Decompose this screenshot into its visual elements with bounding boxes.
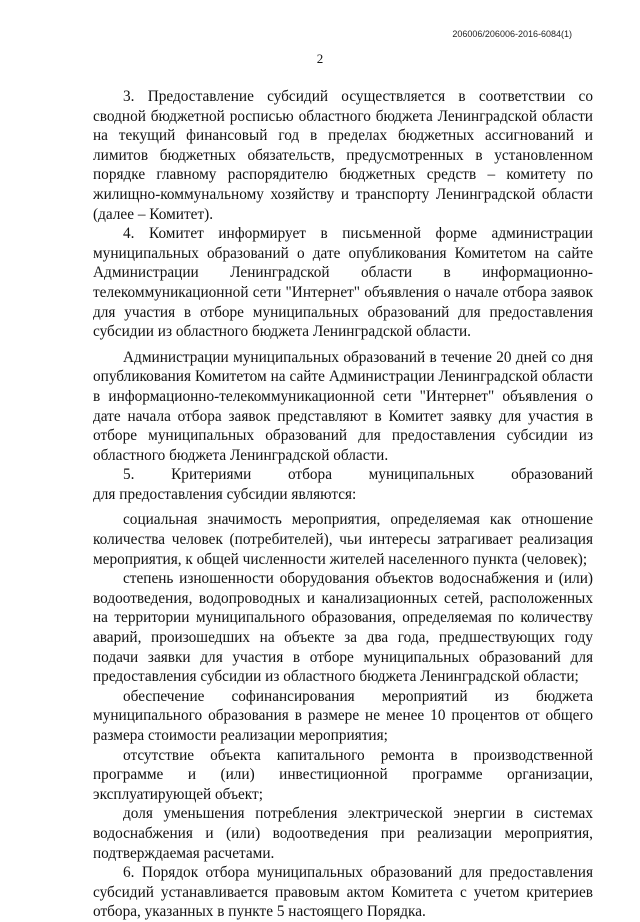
paragraph-4: 4. Комитет информирует в письменной форме администрации муниципальных образований о дате опубликования Комитетом на сайте Администрации Ленинградской области в информационно-телекоммуникационной сети "Интернет" объявления о начале отбора заявок для участия в отборе муниципальных образований для предоставления субсидии из областного бюджета Ленинградской области.	[93, 225, 593, 341]
criterion-cofinancing: обеспечение софинансирования мероприятий из бюджета муниципального образования в размере не менее 10 процентов от общего размера стоимости реализации мероприятия;	[93, 687, 593, 744]
paragraph-5-heading	[93, 465, 593, 485]
p5-word-2: Критериями	[171, 466, 252, 484]
document-id: 206006/206006-2016-6084(1)	[452, 29, 572, 39]
criterion-equipment-wear: степень изношенности оборудования объектов водоснабжения и (или) водоотведения, водопроводных и канализационных сетей, расположенных на территории муниципального образования, определяемая по количеству аварий, произошедших на объекте за два года, предшествующих году подачи заявки для участия в отборе муниципальных образований для предоставления субсидии из областного бюджета Ленинградской области;	[93, 570, 593, 686]
p5-word-1: 5.	[123, 466, 135, 484]
criterion-social-significance: социальная значимость мероприятия, определяемая как отношение количества человек (потребителей), чьи интересы затрагивает реализация мероприятия, к общей численности жителей населенного пункта (человек);	[93, 511, 593, 568]
p5-word-5: образований	[511, 466, 593, 484]
criterion-energy-reduction: доля уменьшения потребления электрической энергии в системах водоснабжения и (или) водоотведения при реализации мероприятия, подтверждаемая расчетами.	[93, 805, 593, 862]
paragraph-5-continued: для предоставления субсидии являются:	[93, 485, 357, 503]
paragraph-3: 3. Предоставление субсидий осуществляется в соответствии со сводной бюджетной росписью областного бюджета Ленинградской области на текущий финансовый год в пределах бюджетных ассигнований и лимитов бюджетных обязательств, предусмотренных в установленном порядке главному распорядителю бюджетных средств – комитету по жилищно-коммунальному хозяйству и транспорту Ленинградской области (далее – Комитет).	[93, 88, 593, 223]
criterion-no-repair-program: отсутствие объекта капитального ремонта в производственной программе и (или) инвестиционной программе организации, эксплуатирующей объект;	[93, 746, 593, 803]
paragraph-4-continued: Администрации муниципальных образований в течение 20 дней со дня опубликования Комитетом на сайте Администрации Ленинградской области в информационно-телекоммуникационной сети "Интернет" объявления о дате начала отбора заявок представляют в Комитет заявку для участия в отборе муниципальных образований для предоставления субсидии из областного бюджета Ленинградской области.	[93, 348, 593, 464]
p5-word-4: муниципальных	[368, 466, 475, 484]
paragraph-6: 6. Порядок отбора муниципальных образований для предоставления субсидий устанавливается правовым актом Комитета с учетом критериев отбора, указанных в пункте 5 настоящего Порядка.	[93, 864, 593, 921]
document-body	[93, 87, 593, 922]
p5-word-3: отбора	[287, 466, 332, 484]
page-number: 2	[316, 51, 324, 66]
